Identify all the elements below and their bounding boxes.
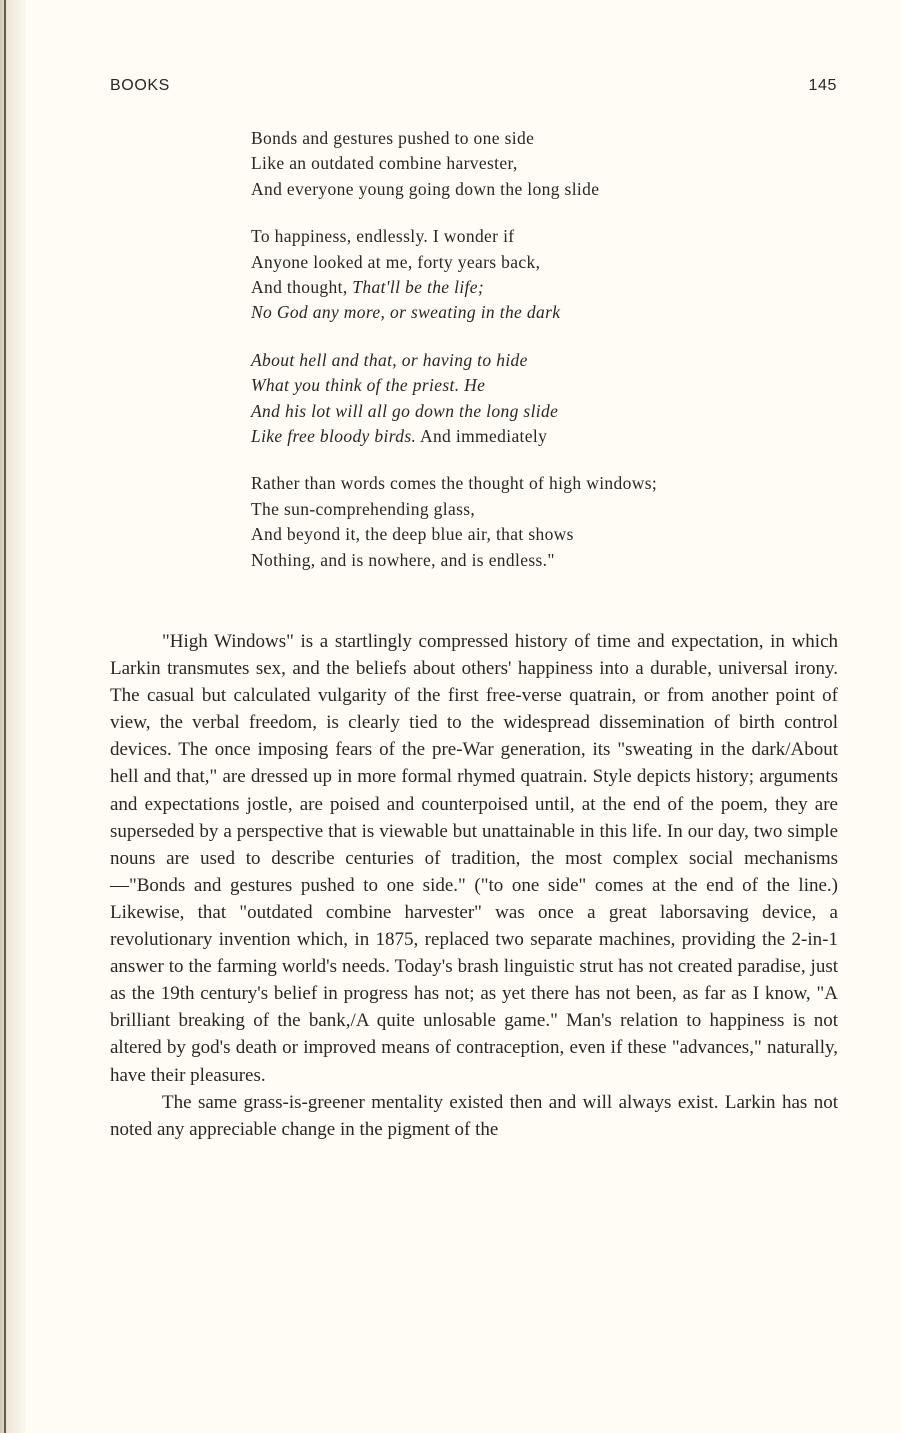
page-number: 145 bbox=[808, 77, 837, 94]
poem-text: Rather than words comes the thought of high windows; bbox=[251, 473, 658, 494]
poem-text: To happiness, endlessly. I wonder if bbox=[251, 226, 515, 247]
poem-text: And immediately bbox=[416, 426, 548, 447]
poem-line bbox=[251, 250, 811, 275]
section-title: BOOKS bbox=[110, 77, 170, 94]
poem-line bbox=[251, 275, 811, 300]
poem-italic-text: And his lot will all go down the long slide bbox=[251, 400, 559, 421]
poem-stanza bbox=[251, 126, 811, 202]
body-paragraph: "High Windows" is a startlingly compressed history of time and expectation, in which Larkin transmutes sex, and the beliefs about others' happiness into a durable, universal irony. The casual but calculated vulgarity of the first free-verse quatrain, or from another point of view, the verbal freedom, is clearly tied to the widespread dissemination of birth control devices. The once imposing fears of the pre-War generation, its "sweating in the dark/About hell and that," are dressed up in more formal rhymed quatrain. Style depicts history; arguments and expectations jostle, are poised and counterpoised until, at the end of the poem, they are superseded by a perspective that is viewable but unattainable in this life. In our day, two simple nouns are used to describe centuries of tradition, the most complex social mechanisms—"Bonds and gestures pushed to one side." ("to one side" comes at the end of the line.) Likewise, that "outdated combine harvester" was once a great laborsaving device, a revolutionary invention which, in 1875, replaced two separate machines, providing the 2-in-1 answer to the farming world's needs. Today's brash linguistic strut has not created paradise, just as the 19th century's belief in progress has not; as yet there has not been, as far as I know, "A brilliant breaking of the bank,/A quite unlosable game." Man's relation to happiness is not altered by god's death or improved means of contraception, even if these "advances," naturally, have their pleasures. bbox=[110, 631, 838, 1086]
poem-quotation bbox=[251, 126, 811, 595]
poem-italic-text: Like free bloody birds. bbox=[251, 426, 417, 447]
poem-line bbox=[251, 177, 811, 202]
poem-line bbox=[251, 126, 811, 151]
poem-line bbox=[251, 373, 811, 398]
body-text bbox=[110, 628, 838, 1143]
poem-text: Anyone looked at me, forty years back, bbox=[251, 251, 541, 272]
poem-text: Bonds and gestures pushed to one side bbox=[251, 128, 535, 148]
poem-text: Like an outdated combine harvester, bbox=[251, 153, 518, 174]
poem-stanza bbox=[251, 471, 811, 573]
poem-line bbox=[251, 522, 811, 547]
poem-line bbox=[251, 151, 811, 176]
poem-text: And beyond it, the deep blue air, that shows bbox=[251, 524, 574, 545]
poem-italic-text: No God any more, or sweating in the dark bbox=[251, 302, 561, 323]
page-binding-edge bbox=[4, 0, 6, 1433]
poem-line bbox=[251, 471, 811, 496]
poem-line bbox=[251, 548, 811, 573]
poem-line bbox=[251, 497, 811, 522]
poem-stanza bbox=[251, 224, 811, 326]
poem-line bbox=[251, 224, 811, 249]
poem-italic-text: About hell and that, or having to hide bbox=[251, 349, 528, 370]
poem-text: And thought, bbox=[251, 277, 353, 298]
poem-text: Nothing, and is nowhere, and is endless." bbox=[251, 549, 555, 570]
poem-stanza bbox=[251, 348, 811, 450]
poem-italic-text: What you think of the priest. He bbox=[251, 375, 486, 396]
poem-italic-text: That'll be the life; bbox=[352, 277, 485, 298]
poem-line bbox=[251, 348, 811, 373]
poem-text: And everyone young going down the long slide bbox=[251, 178, 600, 199]
poem-text: The sun-comprehending glass, bbox=[251, 498, 476, 519]
poem-line bbox=[251, 399, 811, 424]
poem-line bbox=[251, 300, 811, 325]
poem-line bbox=[251, 424, 811, 449]
running-header bbox=[110, 77, 837, 99]
body-paragraph: The same grass-is-greener mentality existed then and will always exist. Larkin has not noted any appreciable change in the pigment of the bbox=[110, 1091, 838, 1140]
